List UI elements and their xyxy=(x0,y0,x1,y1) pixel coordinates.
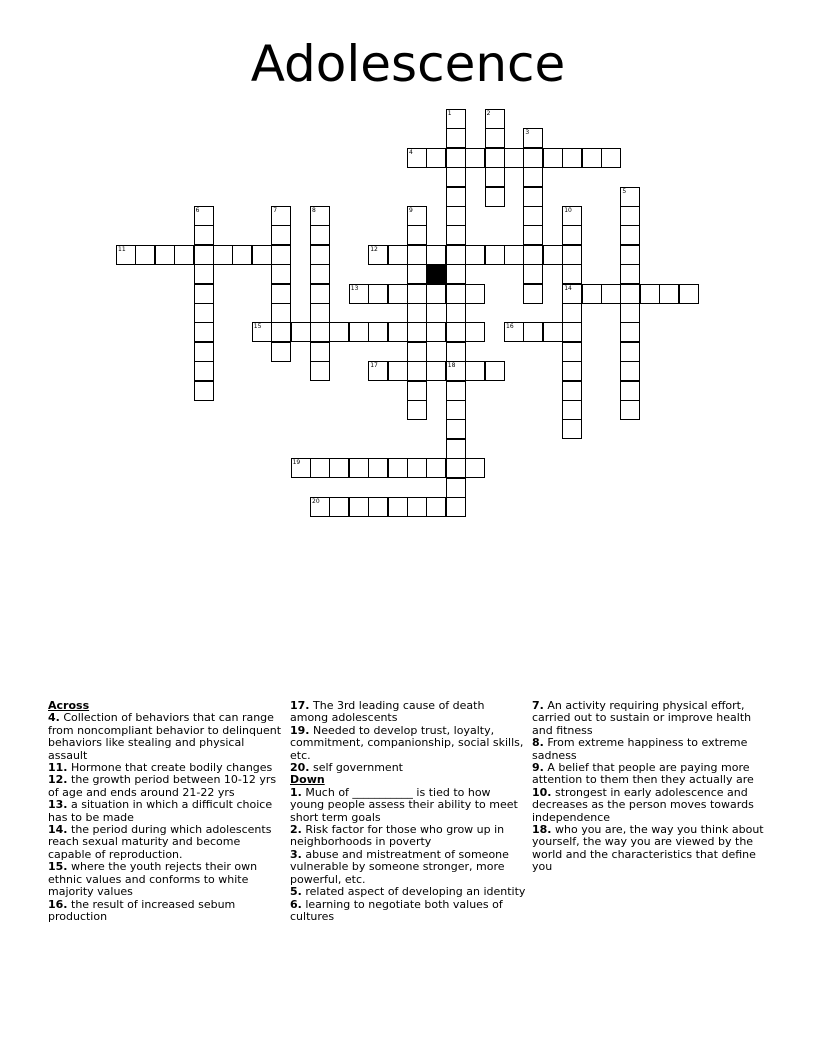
clue-number: 12. xyxy=(48,773,68,787)
clue-number: 4. xyxy=(48,711,60,725)
grid-cell[interactable] xyxy=(446,264,466,284)
cell-number: 19 xyxy=(292,459,301,467)
grid-cell[interactable] xyxy=(485,245,505,265)
clue-number: 7. xyxy=(532,699,544,712)
clue-number: 10. xyxy=(532,785,552,799)
grid-cell[interactable] xyxy=(213,245,233,265)
clue-text: where the youth rejects their own ethnic values and conforms to white majority values xyxy=(48,860,258,899)
clue-text: strongest in early adolescence and decreases as the person moves towards independence xyxy=(532,785,754,824)
grid-cell[interactable] xyxy=(407,206,427,226)
grid-cell[interactable] xyxy=(620,303,640,323)
grid-cell[interactable] xyxy=(291,322,311,342)
grid-cell[interactable] xyxy=(426,322,446,342)
clue xyxy=(532,787,768,824)
grid-cell[interactable] xyxy=(562,322,582,342)
grid-cell[interactable] xyxy=(407,245,427,265)
grid-cell[interactable] xyxy=(446,167,466,187)
grid-cell[interactable] xyxy=(310,225,330,245)
cell-number: 15 xyxy=(253,323,262,331)
clue-text: From extreme happiness to extreme sadness xyxy=(532,736,748,762)
clue-text: the result of increased sebum production xyxy=(48,897,236,923)
clue-number: 15. xyxy=(48,860,68,874)
grid-cell[interactable] xyxy=(504,322,524,342)
grid-cell[interactable] xyxy=(407,361,427,381)
clue-text: a situation in which a difficult choice has to be made xyxy=(48,798,273,824)
grid-cell[interactable] xyxy=(310,284,330,304)
grid-cell[interactable] xyxy=(194,322,214,342)
grid-cell[interactable] xyxy=(194,361,214,381)
clue-number: 13. xyxy=(48,798,68,812)
clue-number: 3. xyxy=(290,847,302,861)
grid-cell[interactable] xyxy=(271,206,291,226)
grid-cell[interactable] xyxy=(446,109,466,129)
clue-number: 9. xyxy=(532,761,544,775)
grid-cell[interactable] xyxy=(523,284,543,304)
grid-cell[interactable] xyxy=(446,187,466,207)
cell-number: 2 xyxy=(486,110,491,117)
grid-cell[interactable] xyxy=(135,245,155,265)
clue xyxy=(290,899,526,924)
grid-cell[interactable] xyxy=(388,284,408,304)
grid-cell[interactable] xyxy=(271,303,291,323)
grid-cell[interactable] xyxy=(388,497,408,517)
grid-cell[interactable] xyxy=(640,284,660,304)
clue-column-2 xyxy=(290,700,526,923)
grid-cell[interactable] xyxy=(562,284,582,304)
clue xyxy=(290,787,526,824)
grid-cell[interactable] xyxy=(232,245,252,265)
grid-cell[interactable] xyxy=(465,361,485,381)
clue xyxy=(532,700,768,737)
grid-cell[interactable] xyxy=(368,497,388,517)
grid-cell[interactable] xyxy=(388,322,408,342)
grid-cell[interactable] xyxy=(310,497,330,517)
grid-cell[interactable] xyxy=(446,322,466,342)
grid-cell[interactable] xyxy=(601,148,621,168)
clue xyxy=(290,700,526,725)
grid-cell[interactable] xyxy=(543,245,563,265)
clue-text: self government xyxy=(313,761,403,775)
clue-heading: Across xyxy=(48,699,90,712)
grid-cell[interactable] xyxy=(407,497,427,517)
clue-text: Risk factor for those who grow up in neighborhoods in poverty xyxy=(290,823,505,849)
grid-cell[interactable] xyxy=(388,245,408,265)
grid-cell[interactable] xyxy=(426,497,446,517)
clue-number: 18. xyxy=(532,823,552,837)
clue-number: 11. xyxy=(48,761,68,775)
grid-cell[interactable] xyxy=(446,361,466,381)
grid-cell[interactable] xyxy=(620,361,640,381)
grid-cell[interactable] xyxy=(562,148,582,168)
grid-cell[interactable] xyxy=(368,458,388,478)
grid-cell[interactable] xyxy=(194,264,214,284)
grid-cell[interactable] xyxy=(620,264,640,284)
clue-number: 8. xyxy=(532,736,544,750)
grid-cell[interactable] xyxy=(194,303,214,323)
grid-cell[interactable] xyxy=(446,381,466,401)
grid-cell[interactable] xyxy=(194,342,214,362)
cell-number: 17 xyxy=(370,362,378,370)
cell-number: 8 xyxy=(312,207,316,214)
clue-text: the growth period between 10-12 yrs of age and ends around 21-22 yrs xyxy=(48,773,277,799)
cell-number: 18 xyxy=(447,362,456,370)
grid-cell[interactable] xyxy=(523,206,543,226)
clue-column-1 xyxy=(48,700,284,923)
grid-cell[interactable] xyxy=(407,400,427,420)
clue xyxy=(48,712,284,762)
grid-cell[interactable] xyxy=(620,187,640,207)
clue-text: related aspect of developing an identity xyxy=(305,885,526,899)
grid-cell[interactable] xyxy=(523,225,543,245)
grid-cell[interactable] xyxy=(329,497,349,517)
cell-number: 9 xyxy=(409,207,413,214)
grid-cell[interactable] xyxy=(485,187,505,207)
grid-cell[interactable] xyxy=(562,264,582,284)
grid-cell[interactable] xyxy=(620,206,640,226)
grid-cell[interactable] xyxy=(601,284,621,304)
grid-cell[interactable] xyxy=(271,322,291,342)
grid-cell[interactable] xyxy=(407,342,427,362)
grid-cell[interactable] xyxy=(485,167,505,187)
grid-cell[interactable] xyxy=(446,400,466,420)
grid-cell[interactable] xyxy=(562,225,582,245)
grid-cell[interactable] xyxy=(446,342,466,362)
grid-cell[interactable] xyxy=(310,245,330,265)
grid-cell[interactable] xyxy=(349,322,369,342)
grid-cell[interactable] xyxy=(116,245,136,265)
grid-cell[interactable] xyxy=(310,458,330,478)
grid-cell[interactable] xyxy=(523,322,543,342)
grid-cell[interactable] xyxy=(271,264,291,284)
grid-cell[interactable] xyxy=(388,458,408,478)
grid-cell[interactable] xyxy=(368,361,388,381)
grid-cell[interactable] xyxy=(523,187,543,207)
grid-cell[interactable] xyxy=(407,303,427,323)
grid-cell[interactable] xyxy=(504,245,524,265)
grid-cell[interactable] xyxy=(426,148,446,168)
grid-cell[interactable] xyxy=(446,245,466,265)
grid-cell[interactable] xyxy=(349,284,369,304)
grid-cell[interactable] xyxy=(388,361,408,381)
cell-number: 7 xyxy=(273,207,278,214)
grid-cell[interactable] xyxy=(271,245,291,265)
grid-cell[interactable] xyxy=(620,225,640,245)
cell-number: 12 xyxy=(370,245,378,253)
page-title: Adolescence xyxy=(250,35,566,93)
clue xyxy=(290,762,526,774)
clue-number: 14. xyxy=(48,823,68,837)
cell-number: 13 xyxy=(350,284,359,292)
clue-number: 2. xyxy=(290,823,302,837)
grid-cell[interactable] xyxy=(446,419,466,439)
grid-cell[interactable] xyxy=(620,381,640,401)
cell-number: 1 xyxy=(447,110,452,117)
grid-cell[interactable] xyxy=(174,245,194,265)
grid-cell[interactable] xyxy=(407,284,427,304)
grid-cell[interactable] xyxy=(310,206,330,226)
grid-cell[interactable] xyxy=(562,206,582,226)
cell-number: 11 xyxy=(118,245,126,253)
clue-text: Needed to develop trust, loyalty, commitment, companionship, social skills, etc. xyxy=(290,723,524,762)
grid-cell[interactable] xyxy=(543,148,563,168)
grid-cell[interactable] xyxy=(465,322,485,342)
grid-cell[interactable] xyxy=(368,284,388,304)
grid-cell[interactable] xyxy=(582,148,602,168)
grid-cell[interactable] xyxy=(620,322,640,342)
grid-cell[interactable] xyxy=(620,400,640,420)
grid-cell[interactable] xyxy=(485,128,505,148)
grid-cell[interactable] xyxy=(329,322,349,342)
grid-cell[interactable] xyxy=(426,361,446,381)
grid-cell[interactable] xyxy=(368,322,388,342)
grid-cell[interactable] xyxy=(465,284,485,304)
clue-number: 5. xyxy=(290,885,302,899)
cell-number: 10 xyxy=(564,207,572,214)
clue-number: 6. xyxy=(290,897,302,911)
grid-cell[interactable] xyxy=(194,245,214,265)
grid-cell[interactable] xyxy=(310,342,330,362)
grid-cell[interactable] xyxy=(310,264,330,284)
clue xyxy=(290,725,526,762)
grid-cell[interactable] xyxy=(407,458,427,478)
grid-cell[interactable] xyxy=(562,303,582,323)
grid-cell[interactable] xyxy=(310,322,330,342)
grid-cell[interactable] xyxy=(446,303,466,323)
grid-cell[interactable] xyxy=(329,458,349,478)
grid-cell[interactable] xyxy=(194,225,214,245)
clue-text: the period during which adolescents reach sexual maturity and become capable of reproduction. xyxy=(48,823,272,861)
grid-cell[interactable] xyxy=(523,264,543,284)
grid-cell[interactable] xyxy=(562,419,582,439)
grid-cell[interactable] xyxy=(446,148,466,168)
grid-cell[interactable] xyxy=(271,225,291,245)
clue xyxy=(48,799,284,824)
grid-cell[interactable] xyxy=(562,381,582,401)
grid-cell[interactable] xyxy=(659,284,679,304)
clue-number: 16. xyxy=(48,897,68,911)
grid-cell[interactable] xyxy=(562,400,582,420)
grid-cell[interactable] xyxy=(562,245,582,265)
clue xyxy=(290,824,526,849)
clue-text: learning to negotiate both values of cultures xyxy=(290,897,503,923)
grid-cell[interactable] xyxy=(155,245,175,265)
grid-cell[interactable] xyxy=(252,322,272,342)
grid-cell[interactable] xyxy=(582,284,602,304)
clue-text: Much of ___________ is tied to how young people assess their ability to meet short term goals xyxy=(290,785,518,824)
grid-cell[interactable] xyxy=(562,342,582,362)
grid-cell[interactable] xyxy=(446,128,466,148)
grid-cell[interactable] xyxy=(523,167,543,187)
clue-text: Hormone that create bodily changes xyxy=(71,761,273,775)
grid-cell[interactable] xyxy=(310,303,330,323)
grid-cell[interactable] xyxy=(485,361,505,381)
clue xyxy=(48,774,284,799)
grid-cell[interactable] xyxy=(465,245,485,265)
clue-column-3 xyxy=(532,700,768,874)
grid-cell[interactable] xyxy=(194,206,214,226)
cell-number: 5 xyxy=(622,187,627,195)
grid-cell[interactable] xyxy=(349,458,369,478)
grid-cell[interactable] xyxy=(465,148,485,168)
clue-number: 20. xyxy=(290,761,310,775)
cell-number: 3 xyxy=(525,129,530,137)
grid-cell[interactable] xyxy=(252,245,272,265)
grid-cell[interactable] xyxy=(426,245,446,265)
grid-cell[interactable] xyxy=(562,361,582,381)
grid-cell[interactable] xyxy=(446,478,466,498)
cell-number: 20 xyxy=(312,498,320,505)
grid-cell[interactable] xyxy=(426,458,446,478)
grid-cell[interactable] xyxy=(407,322,427,342)
grid-cell[interactable] xyxy=(310,361,330,381)
grid-cell[interactable] xyxy=(523,128,543,148)
clue xyxy=(532,737,768,762)
grid-cell[interactable] xyxy=(407,148,427,168)
clue xyxy=(48,824,284,861)
grid-cell[interactable] xyxy=(446,225,466,245)
grid-cell[interactable] xyxy=(446,206,466,226)
grid-cell[interactable] xyxy=(523,148,543,168)
cell-number: 4 xyxy=(409,148,413,156)
clue-text: An activity requiring physical effort, carried out to sustain or improve health and fitness xyxy=(532,699,752,737)
cell-number: 16 xyxy=(506,323,514,331)
grid-cell[interactable] xyxy=(368,245,388,265)
clue xyxy=(532,824,768,874)
cell-number: 14 xyxy=(564,284,572,292)
grid-cell[interactable] xyxy=(620,342,640,362)
grid-cell[interactable] xyxy=(679,284,699,304)
grid-cell[interactable] xyxy=(446,439,466,459)
clue xyxy=(290,849,526,886)
grid-cell[interactable] xyxy=(543,322,563,342)
grid-cell[interactable] xyxy=(485,109,505,129)
grid-cell[interactable] xyxy=(485,148,505,168)
grid-cell[interactable] xyxy=(349,497,369,517)
clue-text: Collection of behaviors that can range from noncompliant behavior to delinquent behaviors like stealing and physical assault xyxy=(48,711,282,762)
clue xyxy=(48,899,284,924)
grid-cell[interactable] xyxy=(426,284,446,304)
clue xyxy=(532,762,768,787)
cell-number: 6 xyxy=(195,207,200,214)
clue-text: The 3rd leading cause of death among adolescents xyxy=(290,699,485,725)
clue-number: 1. xyxy=(290,785,302,799)
clue-text: who you are, the way you think about yourself, the way you are viewed by the world and the characteristics that define you xyxy=(532,823,764,874)
grid-cell[interactable] xyxy=(446,497,466,517)
grid-cell[interactable] xyxy=(194,284,214,304)
clue-heading: Down xyxy=(290,773,325,787)
grid-cell[interactable] xyxy=(504,148,524,168)
clue-number: 19. xyxy=(290,723,310,737)
grid-cell[interactable] xyxy=(620,284,640,304)
clue-text: A belief that people are paying more attention to them then they actually are xyxy=(532,761,754,787)
grid-block xyxy=(426,264,446,284)
grid-cell[interactable] xyxy=(194,381,214,401)
grid-cell[interactable] xyxy=(620,245,640,265)
grid-cell[interactable] xyxy=(271,284,291,304)
grid-cell[interactable] xyxy=(407,381,427,401)
grid-cell[interactable] xyxy=(407,225,427,245)
grid-cell[interactable] xyxy=(446,284,466,304)
clue-text: abuse and mistreatment of someone vulnerable by someone stronger, more powerful, etc. xyxy=(290,847,509,886)
grid-cell[interactable] xyxy=(291,458,311,478)
grid-cell[interactable] xyxy=(523,245,543,265)
grid-cell[interactable] xyxy=(446,458,466,478)
clue xyxy=(48,861,284,898)
grid-cell[interactable] xyxy=(465,458,485,478)
clue-number: 17. xyxy=(290,699,310,712)
grid-cell[interactable] xyxy=(407,264,427,284)
grid-cell[interactable] xyxy=(271,342,291,362)
